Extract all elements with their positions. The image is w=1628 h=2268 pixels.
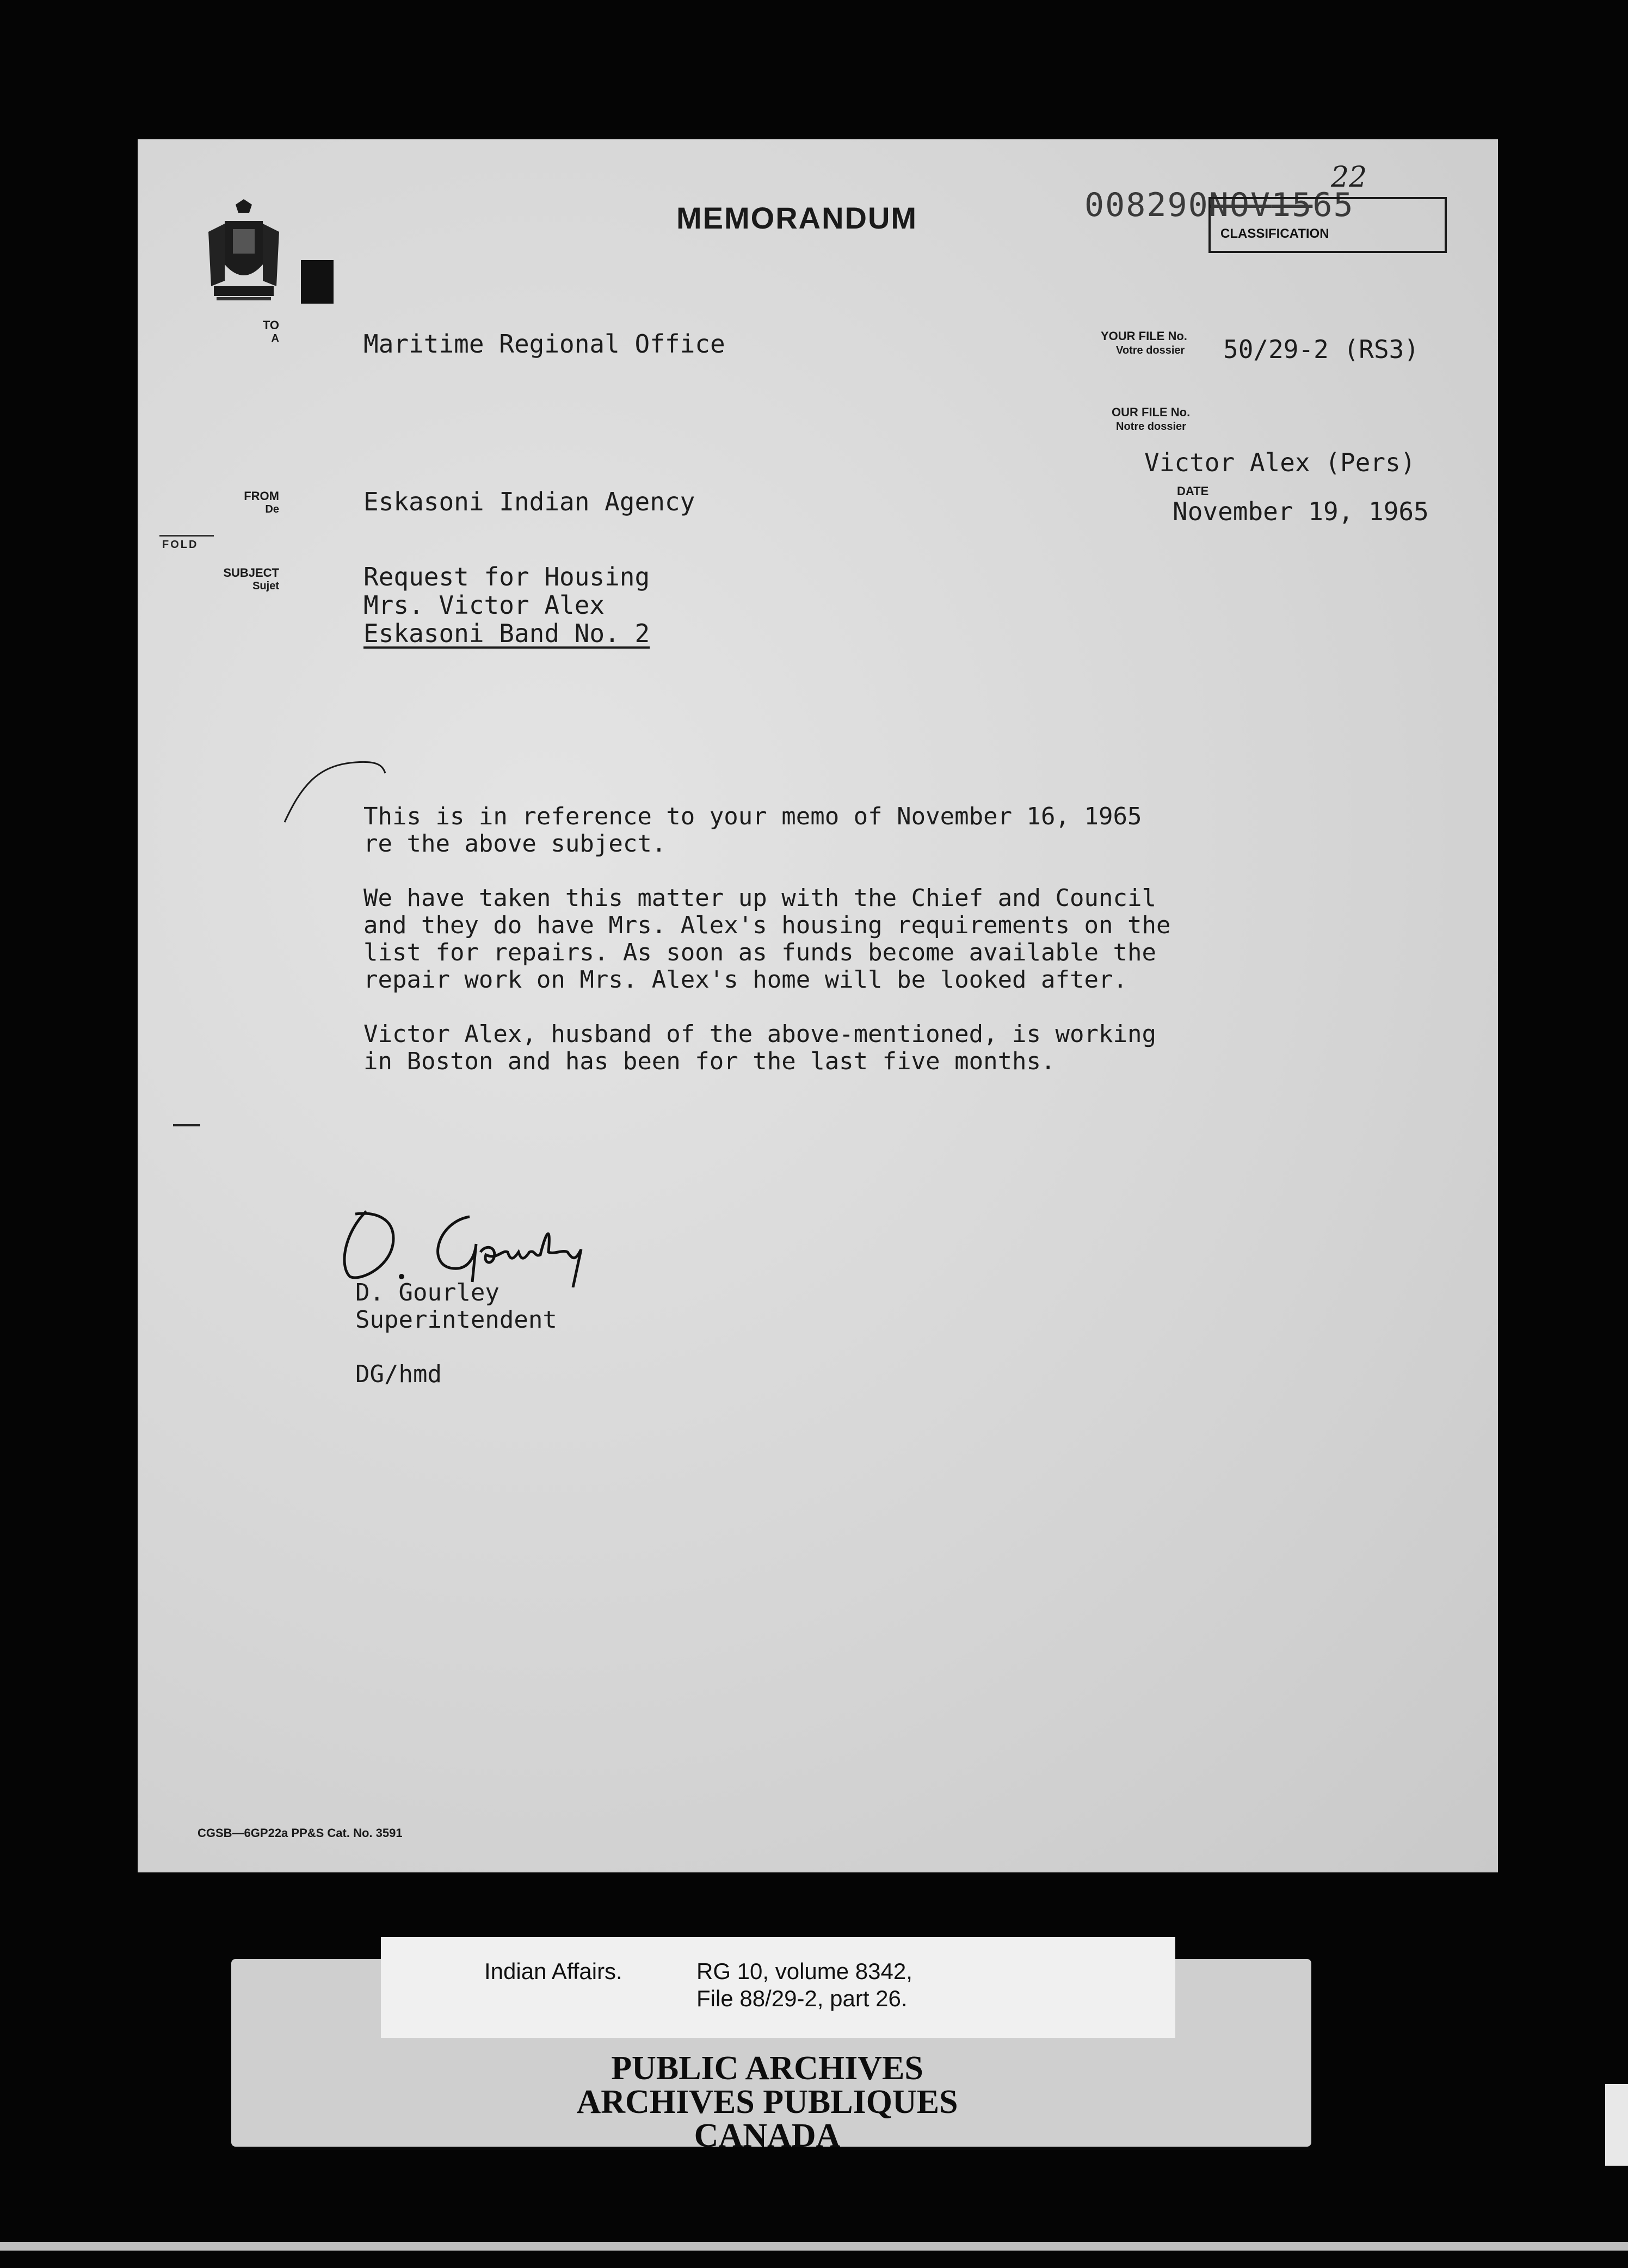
stamp-number: 008290 (1084, 186, 1209, 224)
date-value: November 19, 1965 (1173, 497, 1429, 526)
stamp-handwritten-day: 22 (1331, 161, 1367, 194)
to-value: Maritime Regional Office (363, 329, 725, 359)
film-edge-marker (1605, 2084, 1628, 2166)
to-label: TO A (262, 318, 279, 344)
our-file-sublabel: Notre dossier (1116, 421, 1186, 433)
archive-source: Indian Affairs. (484, 1958, 622, 1984)
subject-value (363, 563, 650, 648)
subject-line: Request for Housing (363, 562, 650, 591)
subject-label: SUBJECT Sujet (223, 566, 279, 592)
memo-sheet (138, 139, 1498, 1872)
ink-blot (301, 260, 334, 304)
stamp-day: 15 (1271, 186, 1313, 224)
classification-label: CLASSIFICATION (1220, 226, 1329, 241)
archive-line-fr: ARCHIVES PUBLIQUES (576, 2084, 958, 2121)
archive-line-country: CANADA (694, 2117, 841, 2154)
fold-line (159, 535, 214, 537)
film-edge-strip (0, 2242, 1628, 2251)
form-code: CGSB—6GP22a PP&S Cat. No. 3591 (198, 1826, 403, 1840)
stamp-year: 65 (1312, 186, 1354, 224)
our-file-value: Victor Alex (Pers) (1144, 448, 1416, 477)
stamp-month: NOV (1208, 186, 1272, 224)
coat-of-arms-icon (203, 199, 285, 308)
subject-line: Eskasoni Band No. 2 (363, 619, 650, 648)
body-paragraph-1: This is in reference to your memo of November 16, 1965 re the above subject. (363, 803, 1142, 858)
archive-reference-card (381, 1937, 1175, 2038)
fold-label: FOLD (162, 539, 199, 551)
classification-box (1208, 197, 1447, 253)
archive-institution (550, 2051, 985, 2153)
archive-reference: RG 10, volume 8342, File 88/29-2, part 26. (696, 1958, 912, 2011)
body-paragraph-3: Victor Alex, husband of the above-mentioned, is working in Boston and has been for the last five months. (363, 1020, 1156, 1075)
reference-initials: DG/hmd (355, 1360, 442, 1388)
margin-mark (173, 1124, 200, 1126)
archive-line-en: PUBLIC ARCHIVES (611, 2050, 923, 2087)
handwritten-signature (334, 1200, 616, 1287)
our-file-label: OUR FILE No. (1112, 405, 1191, 419)
your-file-value: 50/29-2 (RS3) (1223, 335, 1420, 364)
signature-block (355, 1279, 557, 1334)
body-paragraph-2: We have taken this matter up with the Chief and Council and they do have Mrs. Alex's housing requirements on the list for repairs. As soon as funds become available the repair work on Mrs. Alex's home will be looked after. (363, 884, 1171, 994)
from-value: Eskasoni Indian Agency (363, 487, 695, 516)
your-file-label: YOUR FILE No. (1101, 329, 1187, 343)
from-label: FROM De (244, 489, 279, 515)
signatory-title: Superintendent (355, 1306, 557, 1334)
signatory-name: D. Gourley (355, 1279, 499, 1306)
your-file-sublabel: Votre dossier (1116, 344, 1185, 356)
memo-title: MEMORANDUM (676, 201, 918, 235)
subject-line: Mrs. Victor Alex (363, 590, 605, 620)
date-label: DATE (1177, 484, 1209, 498)
